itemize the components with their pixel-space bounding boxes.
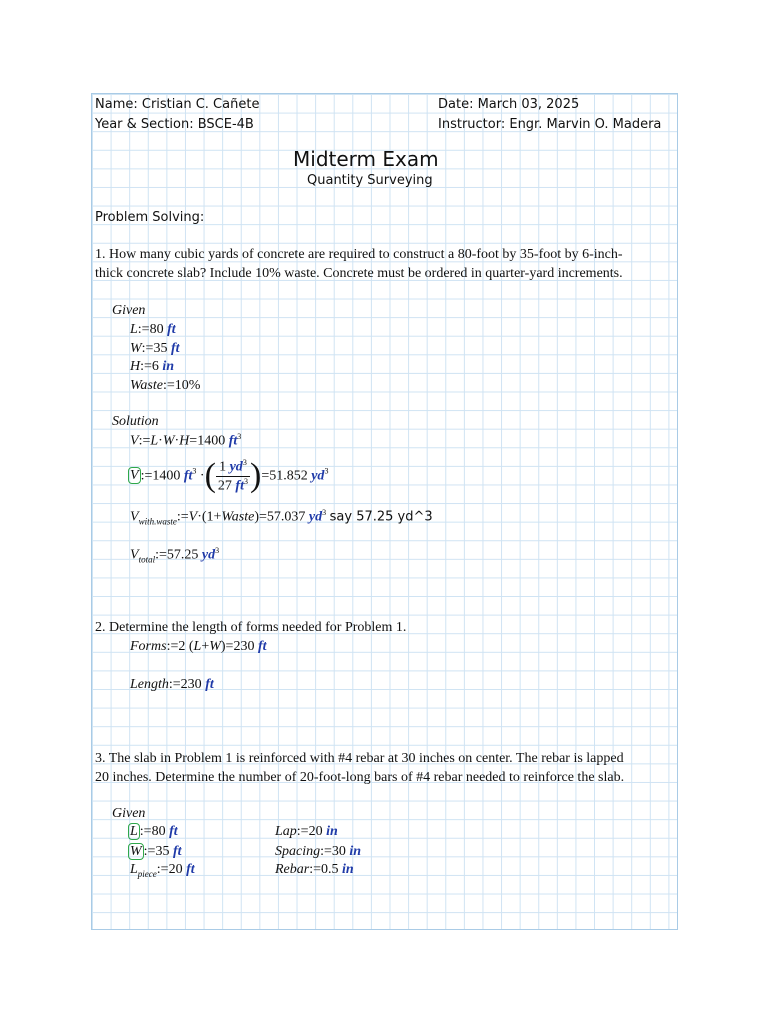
instructor-name: Instructor: Engr. Marvin O. Madera [438,117,662,132]
section-heading: Problem Solving: [95,210,205,225]
eq-forms-length: Length:=230 ft [130,677,214,692]
eq-volume-conversion: V :=1400 $ft^3$ ·( $\frac{1 yd^3}{27 ft^3}$ )=51.852 $yd^3$ [130,457,329,495]
exam-date: Date: March 03, 2025 [438,97,580,112]
eq-waste: Waste:=10% [130,378,201,393]
problem1-given-label: Given [112,303,146,318]
eq-volume-with-waste: $V_{with.waste}:=V\cdot(1+Waste)=57.037$ $yd^3$ say 57.25 yd^3 [130,508,433,527]
problem1-question-line2: thick concrete slab? Include 10% waste. Concrete must be ordered in quarter-yard increments. [95,266,623,281]
say-note: say 57.25 yd^3 [329,509,433,525]
eq-length: L:=80 ft [130,322,176,337]
problem1-solution-label: Solution [112,414,159,429]
eq-p3-spacing: Spacing:=30 in [275,844,362,859]
eq-volume: V:=L·W·H=1400 $ft^3$ [130,432,242,449]
eq-p3-rebar: Rebar:=0.5 in [275,862,354,877]
problem3-question-line2: 20 inches. Determine the number of 20-foot-long bars of #4 rebar needed to reinforce the slab. [95,770,625,785]
eq-forms: Forms:=2 (L+W)=230 ft [130,639,267,654]
exam-title: Midterm Exam [293,147,439,171]
eq-volume-total: $V_{total}:=57.25$ $yd^3$ [130,546,220,565]
problem2-question: 2. Determine the length of forms needed for Problem 1. [95,620,407,635]
problem1-question-line1: 1. How many cubic yards of concrete are required to construct a 80-foot by 35-foot by 6-inch- [95,247,623,262]
problem3-given-label: Given [112,806,146,821]
exam-subtitle: Quantity Surveying [307,173,433,188]
eq-p3-length: L :=80 ft [130,824,178,839]
eq-p3-piece: $L_{piece}:=20$ ft [130,862,195,879]
year-section: Year & Section: BSCE-4B [95,117,254,132]
problem3-question-line1: 3. The slab in Problem 1 is reinforced with #4 rebar at 30 inches on center. The rebar is lapped [95,751,624,766]
eq-height: H:=6 in [130,359,175,374]
eq-width: W:=35 ft [130,341,180,356]
eq-p3-lap: Lap:=20 in [275,824,338,839]
student-name: Name: Cristian C. Cañete [95,97,260,112]
eq-p3-width: W :=35 ft [130,844,182,859]
